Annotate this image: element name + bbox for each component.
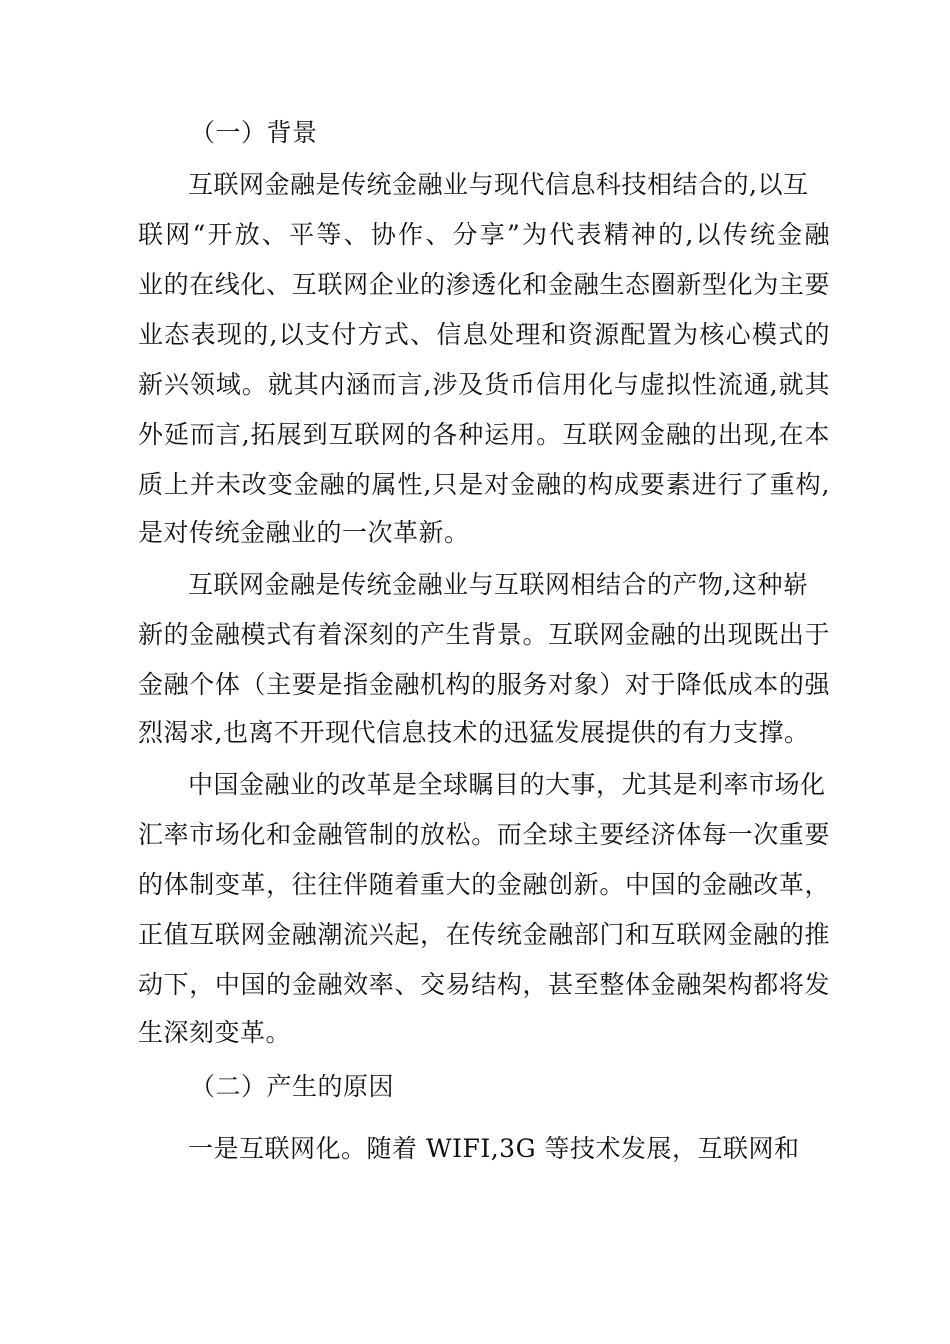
paragraph-line: 正值互联网金融潮流兴起，在传统金融部门和互联网金融的推 xyxy=(138,920,830,949)
section-heading-causes: （二）产生的原因 xyxy=(190,1072,395,1101)
paragraph-line: 中国金融业的改革是全球瞩目的大事，尤其是利率市场化 xyxy=(188,770,826,799)
paragraph-line: 新的金融模式有着深刻的产生背景。互联网金融的出现既出于 xyxy=(138,620,830,649)
paragraph-line: 业态表现的,以支付方式、信息处理和资源配置为核心模式的 xyxy=(138,320,830,349)
paragraph-line: 的体制变革，往往伴随着重大的金融创新。中国的金融改革， xyxy=(138,870,830,899)
paragraph-line: 外延而言,拓展到互联网的各种运用。互联网金融的出现,在本 xyxy=(138,420,830,449)
paragraph-line: 一是互联网化。随着 WIFI,3G 等技术发展，互联网和 xyxy=(188,1134,800,1163)
paragraph-line: 汇率市场化和金融管制的放松。而全球主要经济体每一次重要 xyxy=(138,820,830,849)
paragraph-line: 生深刻变革。 xyxy=(138,1018,292,1047)
paragraph-line: 业的在线化、互联网企业的渗透化和金融生态圈新型化为主要 xyxy=(138,270,830,299)
paragraph-line: 新兴领域。就其内涵而言,涉及货币信用化与虚拟性流通,就其 xyxy=(138,370,830,399)
paragraph-line: 金融个体（主要是指金融机构的服务对象）对于降低成本的强 xyxy=(138,670,830,699)
paragraph-line: 互联网金融是传统金融业与互联网相结合的产物,这种崭 xyxy=(188,570,809,599)
paragraph-line: 是对传统金融业的一次革新。 xyxy=(138,518,470,547)
paragraph-line: 互联网金融是传统金融业与现代信息科技相结合的,以互 xyxy=(188,170,809,199)
paragraph-line: 质上并未改变金融的属性,只是对金融的构成要素进行了重构, xyxy=(138,470,830,499)
paragraph-line: 联网“开放、平等、协作、分享”为代表精神的,以传统金融 xyxy=(138,220,830,249)
paragraph-line: 烈渴求,也离不开现代信息技术的迅猛发展提供的有力支撑。 xyxy=(138,718,810,747)
section-heading-background: （一）背景 xyxy=(190,118,318,147)
paragraph-line: 动下，中国的金融效率、交易结构，甚至整体金融架构都将发 xyxy=(138,970,830,999)
